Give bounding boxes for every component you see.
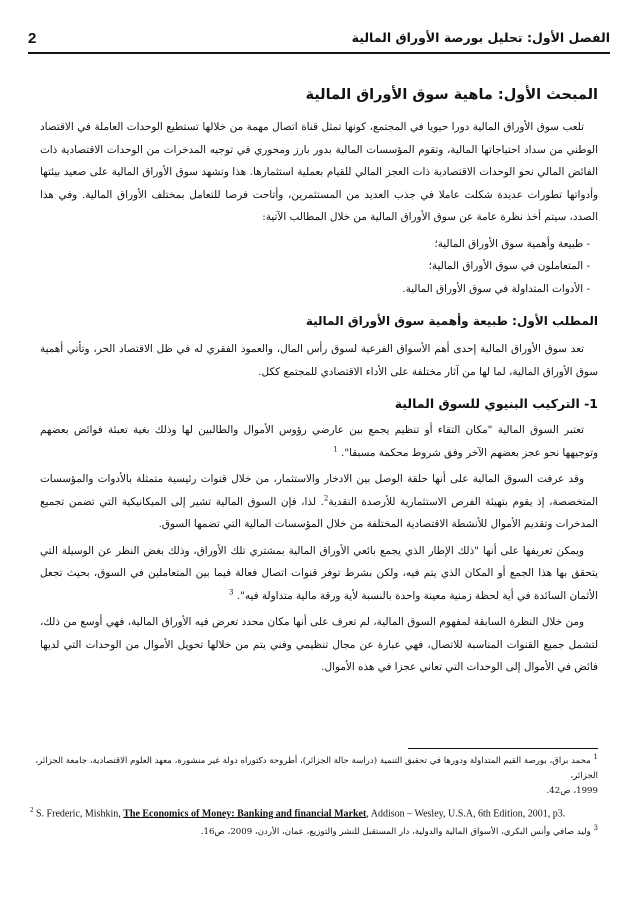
- heading-structure: 1- التركيب البنيوي للسوق المالية: [394, 396, 598, 411]
- subsection-paragraph: تعد سوق الأوراق المالية إحدى أهم الأسواق الفرعية لسوق رأس المال، والعمود الفقري له في ظل الاقتصاد الحر، وتأتي أهمية سوق الأوراق المالية، لما لها من آثار مختلفة على الأداء الاقتصادي للمجتمع ككل.: [40, 343, 598, 378]
- footnote-1: [30, 754, 598, 799]
- footnote-ref[interactable]: 2: [323, 494, 329, 503]
- page-header: [28, 30, 610, 54]
- paragraph-text: وقد عرفت السوق المالية على أنها حلقة الوصل بين الادخار والاستثمار، من خلال قنوات رئيسية متمثلة بالأدوات والمؤسسات المتخصصة، إذ يقوم بتهيئة الفرص الاستثمارية للأرصدة النقدية: [40, 473, 598, 508]
- footnote-author: S. Frederic, Mishkin,: [36, 808, 124, 820]
- footnote-text: , Addison – Wesley, U.S.A, 6th Edition, 2001, p3.: [366, 808, 566, 820]
- outline-item: - طبيعة وأهمية سوق الأوراق المالية؛: [434, 237, 590, 250]
- outline-item: - الأدوات المتداولة في سوق الأوراق المالية.: [402, 282, 590, 295]
- page-number: 2: [28, 30, 37, 47]
- footnote-number: 2: [30, 806, 34, 814]
- footnote-text: محمد براق، بورصة القيم المتداولة ودورها في تحقيق التنمية (دراسة حالة الجزائر)، أطروحة دكتوراه دولة غير منشورة، معهد العلوم الاقتصادية، جامعة الجزائر، الجزائر،: [35, 756, 598, 781]
- footnote-3: [30, 825, 598, 840]
- footnote-ref[interactable]: 1: [333, 445, 338, 454]
- footnote-divider: [408, 748, 598, 749]
- subsection-title: المطلب الأول: طبيعة وأهمية سوق الأوراق المالية: [305, 314, 598, 328]
- footnote-ref[interactable]: 3: [229, 588, 234, 597]
- footnotes: [30, 754, 598, 844]
- footnote-2: [30, 803, 598, 821]
- intro-paragraph: تلعب سوق الأوراق المالية دورا حيويا في المجتمع، كونها تمثل قناة اتصال مهمة من خلالها تستطيع الوحدات العاملة في الاقتصاد الوطني من سداد احتياجاتها المالية، وتقوم المؤسسات المالية بدور بارز ومحوري في توجيه المدخرات من الوحدات الاقتصادية ذات الفائض المالي نحو الوحدات الاقتصادية ذات العجز المالي للقيام بعملية استثمارها. هذا وتشهد سوق الأوراق المالية على صعيد بيئتها وأدواتها تطورات عديدة شكلت عاملا في جذب العديد من المستثمرين، وأتاحت فرصا للتعامل بمختلف الأوراق المالية. وفي هذا الصدد، سيتم أخذ نظرة عامة عن سوق الأوراق المالية من خلال المطالب الآتية:: [40, 121, 598, 223]
- footnote-number: 1: [593, 753, 598, 762]
- paragraph-link: [40, 468, 598, 536]
- paragraph-text: ويمكن تعريفها على أنها "ذلك الإطار الذي يجمع بائعي الأوراق المالية بمشتري تلك الأوراق، وذلك بغض النظر عن الوسيلة التي يتحقق بها هذا الجمع أو المكان الذي يتم فيه، ولكن بشرط توفر قنوات اتصال فعالة فيما بين المتعاملين في السوق، بحيث تجعل الأثمان السائدة في أية لحظة زمنية معينة واحدة بالنسبة لأية ورقة مالية متداولة فيه".: [40, 544, 598, 602]
- footnote-text: 1999، ص42.: [546, 786, 598, 796]
- paragraph-text: تعتبر السوق المالية "مكان التقاء أو تنظيم يجمع بين عارضي رؤوس الأموال والطالبين لها وذلك بغية تعبئة فوائض بعضهم وتوجيهها نحو عجز بعضهم الآخر وفق شروط محكمة مسبقا".: [40, 424, 598, 459]
- running-title: الفصل الأول: تحليل بورصة الأوراق المالية: [351, 30, 610, 45]
- footnote-number: 3: [593, 824, 598, 833]
- outline-item: - المتعاملون في سوق الأوراق المالية؛: [428, 260, 590, 272]
- paragraph-definition: [40, 419, 598, 464]
- outline-list: [40, 233, 598, 301]
- footnote-book-title: The Economics of Money: Banking and financial Market: [123, 808, 367, 820]
- paragraph-framework: [40, 540, 598, 608]
- paragraph-text: . لذا، فإن السوق المالية تشير إلى الميكانيكية التي تضمن تجميع المدخرات وتقديم الأموال للأنشطة الاقتصادية المختلفة من خلال المؤسسات المالية التي تضمها السوق.: [40, 495, 598, 530]
- footnote-text: وليد صافي وأنس البكري، الأسواق المالية والدولية، دار المستقبل للنشر والتوزيع، عمان، الأردن، 2009، ص16.: [200, 827, 591, 838]
- section-title: المبحث الأول: ماهية سوق الأوراق المالية: [305, 87, 598, 103]
- main-content: [40, 84, 598, 683]
- paragraph-conclusion: ومن خلال النظرة السابقة لمفهوم السوق المالية، لم تعرف على أنها مكان محدد تعرض فيه الأوراق المالية، فهي أوسع من ذلك، لتشمل جميع القنوات المناسبة للاتصال، فهي عبارة عن مجال تنظيمي وفني يتم من خلالها تحويل الأموال من الوحدات التي لديها فائض في الأموال إلى الوحدات التي تعاني عجزا في هذه الأموال.: [40, 616, 598, 673]
